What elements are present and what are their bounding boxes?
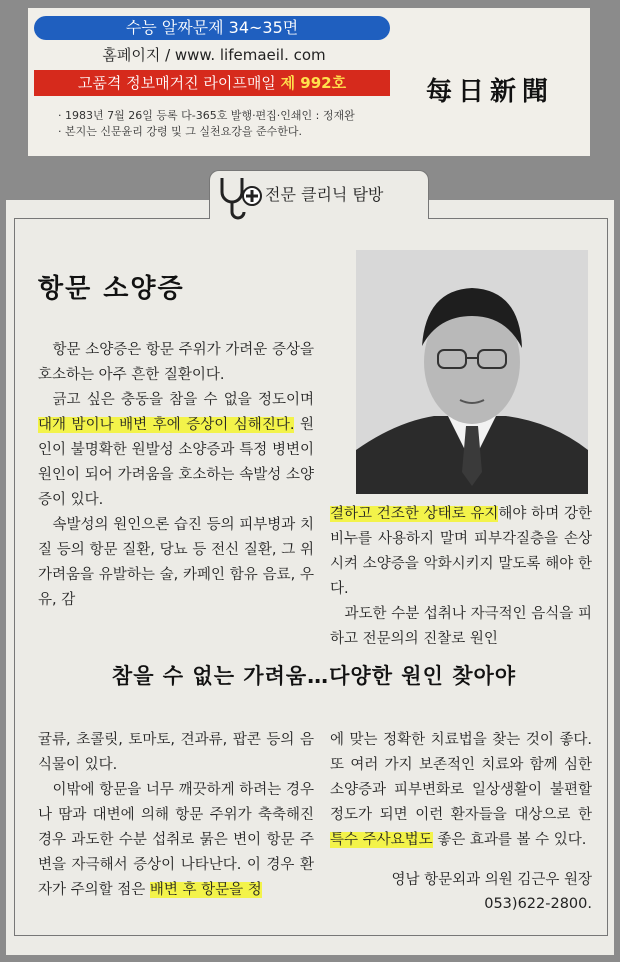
magazine-banner	[34, 70, 390, 96]
registration-info	[58, 108, 418, 140]
paragraph-text: 속발성의 원인으론 습진 등의 피부병과 치질 등의 항문 질환, 당뇨 등 전신 질환, 그 위 가려움을 유발하는 술, 카페인 함유 음료, 우유, 감	[38, 517, 314, 608]
paragraph	[38, 388, 314, 513]
paragraph-text: 귤류, 초콜릿, 토마토, 견과류, 팝콘 등의 음식물이 있다.	[38, 732, 314, 773]
pages-label: 수능 알짜문제 34~35면	[34, 16, 390, 40]
paragraph	[330, 502, 592, 602]
bottom-left-column	[38, 728, 314, 903]
highlighted-text: 배변 후 항문을 청	[149, 882, 262, 898]
clinic-phone: 053)622-2800.	[484, 896, 592, 912]
paragraph	[38, 513, 314, 613]
paragraph	[38, 778, 314, 903]
paragraph	[330, 602, 592, 652]
paragraph-text: 항문 소양증은 항문 주위가 가려운 증상을 호소하는 아주 흔한 질환이다.	[38, 342, 314, 383]
highlighted-text: 대개 밤이나 배변 후에 증상이 심해진다.	[38, 417, 295, 433]
paragraph-text: 좋은 효과를 볼 수 있다.	[432, 832, 587, 848]
paragraph-text: 원인이 불명확한 원발성 소양증과 특정 병변이 원인이 되어 가려움을 호소하는 속발성 소양증이 있다.	[38, 417, 315, 508]
article-subheadline: 참을 수 없는 가려움…다양한 원인 찾아야	[111, 664, 517, 688]
paragraph-text: 해야 하며 강한 비누를 사용하지 말며 피부각질층을 손상시켜 소양증을 악화시키지 말도록 해야 한다.	[330, 506, 592, 597]
left-column	[38, 338, 314, 613]
homepage-link[interactable]: 홈페이지 / www. lifemaeil. com	[102, 46, 326, 64]
doctor-signature: 영남 항문외과 의원 김근우 원장	[391, 872, 592, 888]
registration-line: · 1983년 7월 26일 등록 다-365호 발행·편집·인쇄인 : 정재완	[58, 109, 355, 122]
paragraph	[38, 728, 314, 778]
highlighted-text: 결하고 건조한 상태로 유지	[330, 506, 499, 522]
article-headline: 항문 소양증	[38, 274, 185, 304]
paper-logo: 每日新聞	[425, 77, 554, 107]
ethics-line: · 본지는 신문윤리 강령 및 그 실천요강을 준수한다.	[58, 125, 302, 138]
stethoscope-icon	[214, 174, 266, 222]
paragraph-text: 이밖에 항문을 너무 깨끗하게 하려는 경우나 땀과 대변에 의해 항문 주위가 축축해진 경우 과도한 수분 섭취로 묽은 변이 항문 주변을 자극해서 증상이 나타난다. 이 경우 환자가 주의할 점은	[38, 782, 314, 898]
paragraph	[38, 338, 314, 388]
magazine-name: 고품격 정보매거진 라이프매일	[77, 74, 276, 92]
paragraph-text: 긁고 싶은 충동을 참을 수 없을 정도이며	[52, 392, 314, 408]
bottom-right-column	[330, 728, 592, 853]
highlighted-text: 특수 주사요법도	[330, 832, 433, 848]
paragraph	[330, 728, 592, 853]
signature-block	[330, 868, 592, 916]
doctor-portrait-icon	[356, 250, 588, 494]
doctor-photo	[356, 250, 588, 494]
issue-number: 제 992호	[280, 74, 347, 92]
section-title: 전문 클리닉 탐방	[265, 185, 384, 204]
right-column	[330, 502, 592, 652]
paragraph-text: 에 맞는 정확한 치료법을 찾는 것이 좋다. 또 여러 가지 보존적인 치료와 함께 심한 소양증과 피부변화로 일상생활이 불편할 정도가 되면 이런 환자들을 대상으로 한	[330, 732, 592, 823]
paragraph-text: 과도한 수분 섭취나 자극적인 음식을 피하고 전문의의 진찰로 원인	[330, 606, 592, 647]
